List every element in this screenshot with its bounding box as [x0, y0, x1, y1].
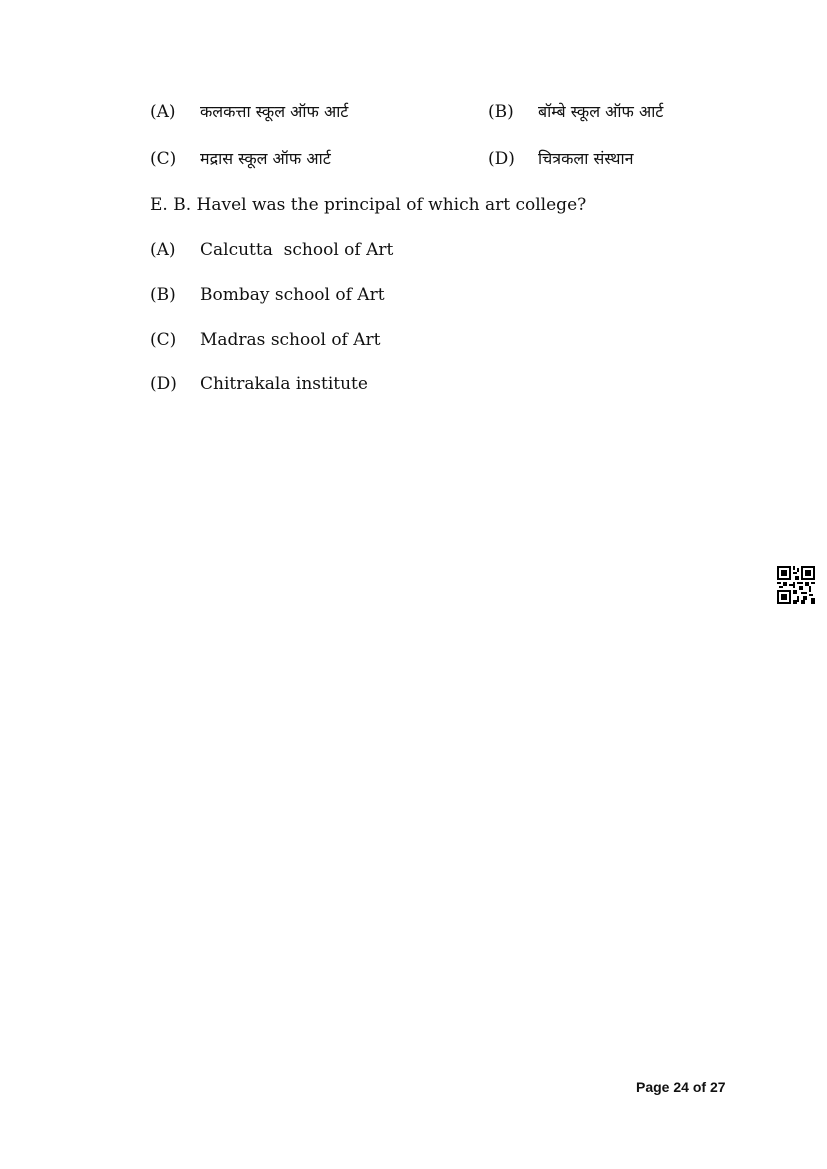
option-text: Bombay school of Art — [200, 285, 385, 305]
option-text: बॉम्बे स्कूल ऑफ आर्ट — [538, 102, 664, 121]
of-word: of — [692, 1079, 707, 1095]
option-key: (A) — [150, 240, 176, 260]
qr-code-icon — [777, 566, 815, 604]
option-key: (D) — [150, 374, 177, 394]
option-key: (C) — [150, 330, 177, 350]
page-word: Page — [636, 1079, 670, 1095]
total-pages: 27 — [709, 1079, 726, 1095]
option-text: Chitrakala institute — [200, 374, 368, 394]
question-text: E. B. Havel was the principal of which art college? — [150, 195, 587, 215]
option-text: Calcutta school of Art — [200, 240, 394, 260]
current-page: 24 — [673, 1079, 689, 1095]
option-key: (A) — [150, 102, 176, 122]
option-text: मद्रास स्कूल ऑफ आर्ट — [200, 149, 331, 168]
option-text: Madras school of Art — [200, 330, 381, 350]
option-text: चित्रकला संस्थान — [538, 149, 634, 168]
option-key: (C) — [150, 149, 177, 169]
option-key: (B) — [488, 102, 514, 122]
option-key: (D) — [488, 149, 515, 169]
page-number — [636, 1079, 726, 1095]
option-key: (B) — [150, 285, 176, 305]
option-text: कलकत्ता स्कूल ऑफ आर्ट — [200, 102, 349, 121]
